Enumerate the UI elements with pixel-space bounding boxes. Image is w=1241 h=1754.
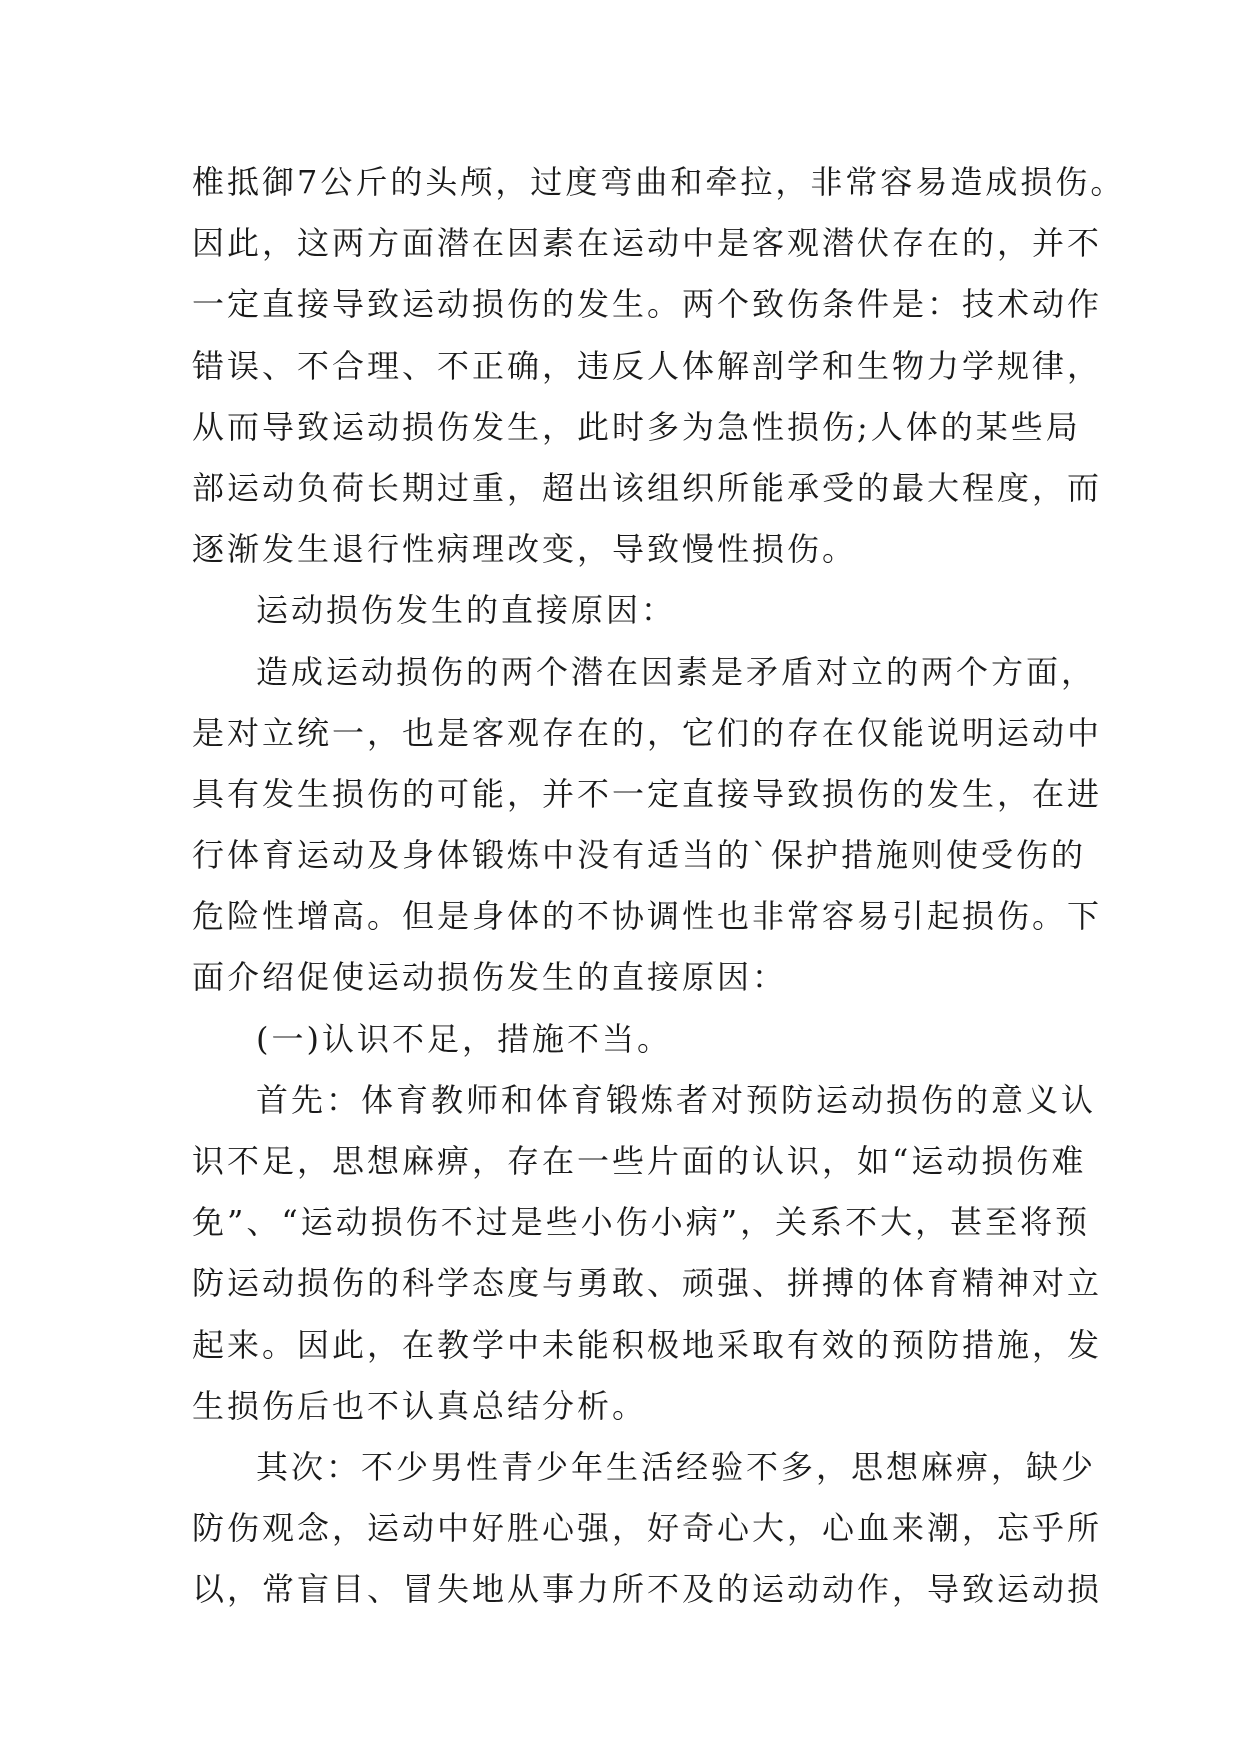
text-line: 具有发生损伤的可能，并不一定直接导致损伤的发生，在进	[192, 774, 1103, 813]
text-line: 因此，这两方面潜在因素在运动中是客观潜伏存在的，并不	[192, 224, 1103, 263]
text-line: 免”、“运动损伤不过是些小伤小病”，关系不大，甚至将预	[192, 1203, 1091, 1242]
text-line: 危险性增高。但是身体的不协调性也非常容易引起损伤。下	[192, 897, 1103, 936]
paragraph	[192, 1437, 1103, 1621]
paragraph	[192, 1070, 1103, 1437]
text-line: 是对立统一，也是客观存在的，它们的存在仅能说明运动中	[192, 713, 1103, 752]
text-line: 起来。因此，在教学中未能积极地采取有效的预防措施，发	[192, 1325, 1103, 1364]
text-line: 识不足，思想麻痹，存在一些片面的认识，如“运动损伤难	[192, 1142, 1087, 1180]
text-line: 逐渐发生退行性病理改变，导致慢性损伤。	[192, 530, 858, 569]
text-line: 首先：体育教师和体育锻炼者对预防运动损伤的意义认	[256, 1080, 1097, 1119]
text-line: 行体育运动及身体锻炼中没有适当的`保护措施则使受伤的	[192, 836, 1087, 875]
text-line: 从而导致运动损伤发生，此时多为急性损伤;人体的某些局	[192, 407, 1081, 446]
text-line: 面介绍促使运动损伤发生的直接原因：	[192, 958, 788, 997]
text-line: 生损伤后也不认真总结分析。	[192, 1386, 648, 1425]
document-body	[192, 152, 1126, 1621]
text-line: 部运动负荷长期过重，超出该组织所能承受的最大程度，而	[192, 468, 1103, 507]
text-line: 防伤观念，运动中好胜心强，好奇心大，心血来潮，忘乎所	[192, 1509, 1103, 1548]
paragraph	[192, 152, 1126, 580]
text-line: 以，常盲目、冒失地从事力所不及的运动动作，导致运动损	[192, 1570, 1103, 1609]
text-line: 错误、不合理、不正确，违反人体解剖学和生物力学规律，	[192, 346, 1103, 385]
text-line: 其次：不少男性青少年生活经验不多，思想麻痹，缺少	[256, 1447, 1097, 1486]
text-line: 防运动损伤的科学态度与勇敢、顽强、拼搏的体育精神对立	[192, 1264, 1103, 1303]
text-line: 造成运动损伤的两个潜在因素是矛盾对立的两个方面，	[256, 652, 1097, 691]
paragraph	[192, 1009, 1072, 1070]
paragraph	[192, 580, 1072, 641]
text-line: 一定直接导致运动损伤的发生。两个致伤条件是：技术动作	[192, 285, 1103, 324]
section-heading: 运动损伤发生的直接原因：	[256, 591, 677, 630]
paragraph	[192, 642, 1103, 1009]
text-line: 椎抵御7公斤的头颅，过度弯曲和牵拉，非常容易造成损伤。	[192, 163, 1126, 201]
subsection-heading: (一)认识不足，措施不当。	[256, 1019, 672, 1058]
